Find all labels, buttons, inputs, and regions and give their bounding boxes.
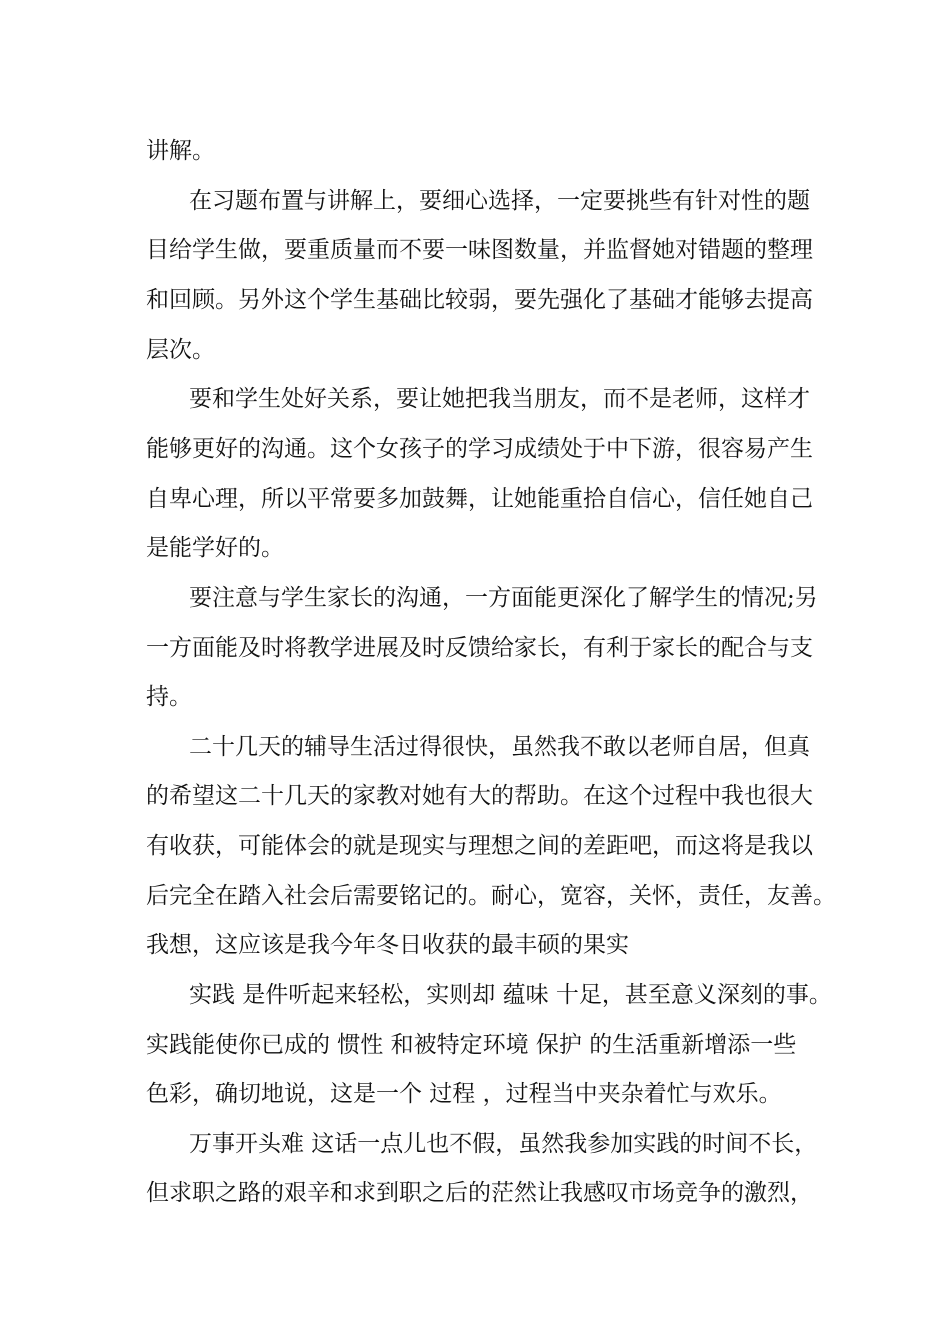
text-line-14: 的希望这二十几天的家教对她有大的帮助。在这个过程中我也很大 [146, 783, 813, 809]
text-line-7: 能够更好的沟通。这个女孩子的学习成绩处于中下游，很容易产生 [146, 436, 813, 462]
text-line-18: 实践 是件听起来轻松，实则却 蕴味 十足，甚至意义深刻的事。 [189, 982, 832, 1008]
text-line-11: 一方面能及时将教学进展及时反馈给家长，有利于家长的配合与支 [146, 635, 813, 661]
text-line-15: 有收获，可能体会的就是现实与理想之间的差距吧，而这将是我以 [146, 833, 813, 859]
text-line-5: 层次。 [146, 337, 215, 363]
text-line-19: 实践能使你已成的 惯性 和被特定环境 保护 的生活重新增添一些 [146, 1032, 797, 1058]
text-line-8: 自卑心理，所以平常要多加鼓舞，让她能重拾自信心，信任她自己 [146, 486, 813, 512]
text-line-21: 万事开头难 这话一点儿也不假，虽然我参加实践的时间不长， [189, 1131, 818, 1157]
text-line-13: 二十几天的辅导生活过得很快，虽然我不敢以老师自居，但真 [189, 734, 810, 760]
text-line-12: 持。 [146, 684, 192, 710]
text-line-20: 色彩，确切地说，这是一个 过程 ，过程当中夹杂着忙与欢乐。 [146, 1081, 782, 1107]
text-line-10: 要注意与学生家长的沟通，一方面能更深化了解学生的情况;另 [189, 585, 818, 611]
text-line-1: 讲解。 [146, 138, 215, 164]
text-line-16: 后完全在踏入社会后需要铭记的。耐心，宽容，关怀，责任，友善。 [146, 883, 836, 909]
text-line-6: 要和学生处好关系，要让她把我当朋友，而不是老师，这样才 [189, 386, 810, 412]
text-line-2: 在习题布置与讲解上，要细心选择，一定要挑些有针对性的题 [189, 188, 810, 214]
text-line-22: 但求职之路的艰辛和求到职之后的茫然让我感叹市场竞争的激烈， [146, 1180, 813, 1206]
text-line-4: 和回顾。另外这个学生基础比较弱，要先强化了基础才能够去提高 [146, 287, 813, 313]
text-line-3: 目给学生做，要重质量而不要一味图数量，并监督她对错题的整理 [146, 237, 813, 263]
text-line-17: 我想，这应该是我今年冬日收获的最丰硕的果实 [146, 932, 629, 958]
text-line-9: 是能学好的。 [146, 535, 284, 561]
